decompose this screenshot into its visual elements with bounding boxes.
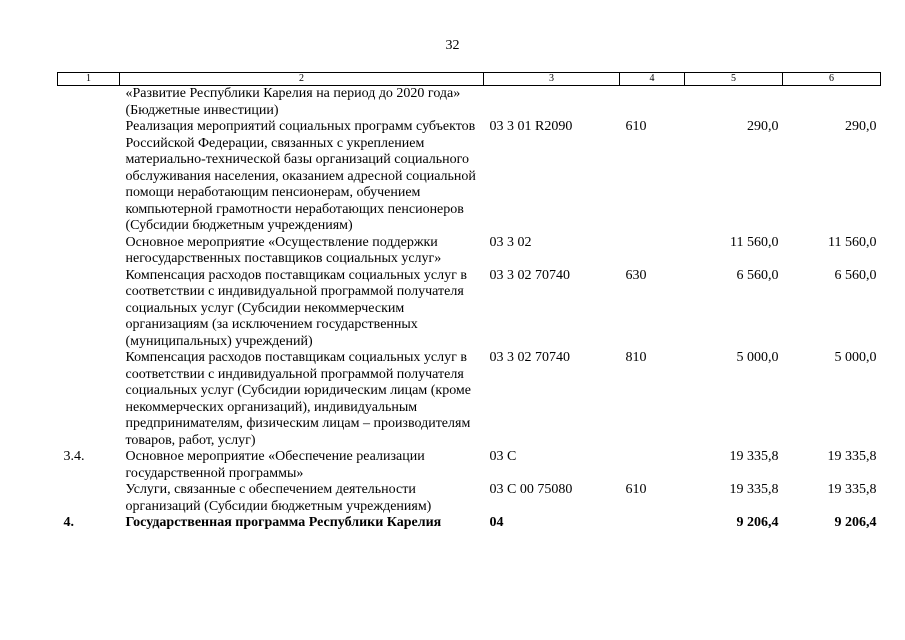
row-code: 03 3 02	[489, 234, 532, 250]
row-expense-type: 630	[625, 267, 647, 283]
row-value-col5: 19 335,8	[729, 449, 779, 464]
row-value-col6: 19 335,8	[827, 449, 877, 464]
row-number: 4.	[63, 515, 74, 530]
table-body	[58, 86, 881, 532]
header-cell: 3	[484, 73, 620, 86]
page-number: 32	[445, 38, 460, 53]
table-row	[58, 482, 881, 515]
row-value-col6: 5 000,0	[834, 350, 877, 365]
row-name: Компенсация расходов поставщикам социальных услуг в соответствии с индивидуальной программой получателя социальных услуг (Субсидии юридическим лицам (кроме некоммерческих организаций), индивидуальным предпринимателям, физическим лицам – производителям товаров, работ, услуг)	[125, 350, 472, 448]
row-number: 3.4.	[63, 449, 85, 464]
row-number	[58, 482, 120, 515]
row-value-col5: 19 335,8	[729, 482, 779, 497]
row-value-col6: 290,0	[845, 119, 877, 134]
row-number	[58, 119, 120, 235]
row-number	[58, 86, 120, 120]
row-expense-type	[620, 235, 685, 268]
table-header-row	[58, 73, 881, 86]
row-value-col5: 5 000,0	[736, 350, 779, 365]
row-value-col5: 6 560,0	[736, 267, 779, 283]
row-name: Основное мероприятие «Осуществление поддержки негосударственных поставщиков социальных услуг»	[125, 234, 442, 266]
header-cell: 6	[783, 73, 881, 86]
row-name: Реализация мероприятий социальных программ субъектов Российской Федерации, связанных с укреплением материально-технической базы организаций социального обслуживания населения, оказанием адресной социальной помощи неработающим пенсионерам, обучением компьютерной грамотности неработающих пенсионеров (Субсидии бюджетным учреждениям)	[125, 119, 476, 233]
row-value-col6: 6 560,0	[834, 267, 877, 283]
row-expense-type: 610	[625, 482, 647, 497]
row-name: «Развитие Республики Карелия на период до 2020 года» (Бюджетные инвестиции)	[125, 86, 461, 118]
row-name: Услуги, связанные с обеспечением деятельности организаций (Субсидии бюджетным учреждениям)	[125, 482, 432, 514]
table-row	[58, 449, 881, 482]
row-code: 03 3 02 70740	[489, 350, 570, 365]
row-code: 03 С	[489, 449, 517, 464]
row-expense-type	[620, 515, 685, 532]
row-value-col5: 9 206,4	[736, 515, 779, 530]
row-value-col5: 11 560,0	[730, 234, 779, 250]
table-row	[58, 515, 881, 532]
row-value-col6: 19 335,8	[827, 482, 877, 497]
table-row	[58, 235, 881, 268]
row-number	[58, 235, 120, 268]
row-value-col6	[783, 86, 881, 120]
row-value-col6: 9 206,4	[834, 515, 877, 530]
row-code: 04	[489, 515, 504, 530]
row-value-col6: 11 560,0	[828, 234, 877, 250]
table-row	[58, 119, 881, 235]
row-name: Компенсация расходов поставщикам социальных услуг в соответствии с индивидуальной программой получателя социальных услуг (Субсидии некоммерческим организациям (за исключением государственных (муниципальных) учреждений)	[125, 267, 467, 349]
table-row	[58, 86, 881, 120]
row-code: 03 3 02 70740	[489, 267, 570, 283]
row-expense-type	[620, 449, 685, 482]
header-cell: 1	[58, 73, 120, 86]
row-number	[58, 268, 120, 351]
table-row	[58, 350, 881, 449]
header-cell: 5	[685, 73, 783, 86]
row-expense-type: 610	[625, 119, 647, 134]
row-code: 03 3 01 R2090	[489, 119, 573, 134]
row-code	[484, 86, 620, 120]
row-code: 03 С 00 75080	[489, 482, 573, 497]
row-name: Основное мероприятие «Обеспечение реализации государственной программы»	[125, 449, 425, 481]
header-cell: 2	[120, 73, 484, 86]
table-row	[58, 268, 881, 351]
header-cell: 4	[620, 73, 685, 86]
row-expense-type: 810	[625, 350, 647, 365]
row-expense-type	[620, 86, 685, 120]
row-number	[58, 350, 120, 449]
row-name: Государственная программа Республики Карелия	[125, 515, 442, 530]
row-value-col5: 290,0	[747, 119, 779, 134]
row-value-col5	[685, 86, 783, 120]
budget-table	[57, 72, 881, 532]
